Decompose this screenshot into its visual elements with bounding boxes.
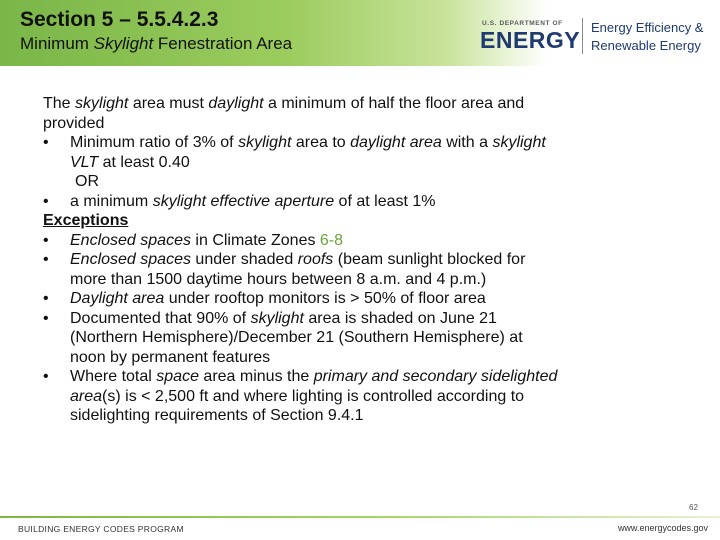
term: skylight effective aperture <box>152 192 335 210</box>
term: skylight <box>492 134 546 151</box>
text: area minus the <box>198 368 314 385</box>
term: skylight <box>75 95 129 112</box>
term: Enclosed spaces <box>70 251 191 268</box>
doe-logo-wordmark: ENERGY <box>480 27 581 53</box>
list-item-continuation <box>43 387 683 407</box>
bullet: • <box>43 192 49 210</box>
term: primary and secondary sidelighted <box>313 368 558 385</box>
text: with a <box>441 134 493 151</box>
text: Minimum ratio of 3% of <box>70 134 239 151</box>
bullet: • <box>43 251 49 268</box>
text: a minimum <box>70 192 153 210</box>
term: daylight <box>208 95 264 112</box>
header-banner <box>0 0 720 66</box>
list-item <box>43 250 683 270</box>
term: area <box>70 387 103 405</box>
term: VLT <box>70 153 99 171</box>
text: under rooftop monitors is > 50% of floor area <box>164 290 486 307</box>
term: Daylight area <box>70 290 165 307</box>
text: area must <box>128 95 209 112</box>
list-item <box>43 133 683 153</box>
subtitle-emphasis: Skylight <box>93 34 154 53</box>
or-separator: OR <box>75 173 99 190</box>
term: Enclosed spaces <box>70 231 191 249</box>
list-item <box>43 289 683 309</box>
term: skylight <box>238 134 292 151</box>
slide-title: Section 5 – 5.5.4.2.3 <box>20 8 219 31</box>
bullet: • <box>43 290 49 307</box>
bullet: • <box>43 368 49 385</box>
text: in Climate Zones <box>190 231 320 249</box>
subtitle-text: Minimum <box>20 34 94 53</box>
program-name: BUILDING ENERGY CODES PROGRAM <box>18 524 184 534</box>
term: skylight <box>250 309 304 327</box>
doe-logo-small-text: U.S. DEPARTMENT OF <box>482 20 563 27</box>
slide-subtitle <box>20 34 292 54</box>
bullet: • <box>43 134 49 151</box>
subtitle-text: Fenestration Area <box>153 34 293 53</box>
eere-logo-line1: Energy Efficiency & <box>591 20 704 35</box>
logo-divider <box>582 18 583 54</box>
slide-number: 62 <box>689 503 698 512</box>
text: of at least 1% <box>334 192 436 210</box>
list-item <box>43 367 683 387</box>
text: The <box>43 95 76 112</box>
eere-logo-line2: Renewable Energy <box>591 38 701 53</box>
climate-zones: 6-8 <box>319 231 344 249</box>
text: (s) is < 2,500 ft and where lighting is controlled according to <box>102 387 525 405</box>
bullet: • <box>43 231 49 249</box>
website-link[interactable]: www.energycodes.gov <box>617 523 708 533</box>
list-item <box>43 192 683 212</box>
text: under shaded <box>190 251 298 268</box>
term: daylight area <box>350 134 442 151</box>
exceptions-heading: Exceptions <box>43 212 129 229</box>
list-item-continuation: sidelighting requirements of Section 9.4.1 <box>70 407 364 424</box>
list-item <box>43 309 683 329</box>
intro-line: provided <box>43 114 105 132</box>
text: (beam sunlight blocked for <box>333 251 526 268</box>
list-item-continuation <box>43 153 683 173</box>
term: space <box>156 368 199 385</box>
text: area to <box>291 134 351 151</box>
list-item <box>43 231 683 251</box>
list-item-continuation: more than 1500 daytime hours between 8 a.m. and 4 p.m.) <box>70 270 487 288</box>
text: Documented that 90% of <box>70 309 251 327</box>
list-item-continuation: (Northern Hemisphere)/December 21 (Southern Hemisphere) at <box>70 329 523 346</box>
intro-line <box>43 94 683 114</box>
list-item-continuation: noon by permanent features <box>70 348 271 366</box>
text: area is shaded on June 21 <box>303 309 497 327</box>
text: at least 0.40 <box>98 153 190 171</box>
text: Where total <box>70 368 157 385</box>
footer-divider <box>0 516 720 518</box>
slide-body <box>43 94 683 426</box>
text: a minimum of half the floor area and <box>263 95 525 112</box>
term: roofs <box>297 251 334 268</box>
bullet: • <box>43 309 49 327</box>
